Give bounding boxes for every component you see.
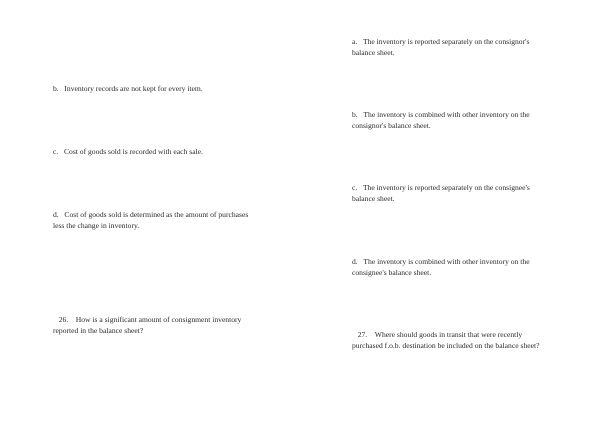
answer-option-b-q25	[53, 83, 283, 94]
option-text-line: d. The inventory is combined with other inventory on the	[352, 257, 530, 266]
question-text-line: purchased f.o.b. destination be included on the balance sheet?	[352, 341, 540, 350]
question-26	[53, 314, 283, 336]
option-text-line: balance sheet.	[352, 48, 395, 57]
option-text-line: d. Cost of goods sold is determined as the amount of purchases	[53, 210, 249, 219]
option-text-line: balance sheet.	[352, 194, 395, 203]
answer-option-a-q26	[352, 36, 562, 58]
answer-option-c-q25	[53, 146, 283, 157]
answer-option-d-q25	[53, 209, 283, 231]
option-text-line: b. The inventory is combined with other inventory on the	[352, 110, 530, 119]
answer-option-c-q26	[352, 182, 562, 204]
option-text-line: consignee's balance sheet.	[352, 268, 432, 277]
option-text-line: b. Inventory records are not kept for every item.	[53, 84, 203, 93]
option-text-line: c. The inventory is reported separately on the consignee's	[352, 183, 530, 192]
question-text-line: 27. Where should goods in transit that were recently	[352, 330, 523, 339]
option-text-line: a. The inventory is reported separately on the consignor's	[352, 37, 530, 46]
answer-option-d-q26	[352, 256, 562, 278]
question-27	[352, 329, 562, 351]
answer-option-b-q26	[352, 109, 562, 131]
question-text-line: reported in the balance sheet?	[53, 326, 144, 335]
option-text-line: less the change in inventory.	[53, 221, 140, 230]
option-text-line: consignor's balance sheet.	[352, 121, 431, 130]
question-text-line: 26. How is a significant amount of consignment inventory	[53, 315, 242, 324]
option-text-line: c. Cost of goods sold is recorded with each sale.	[53, 147, 203, 156]
